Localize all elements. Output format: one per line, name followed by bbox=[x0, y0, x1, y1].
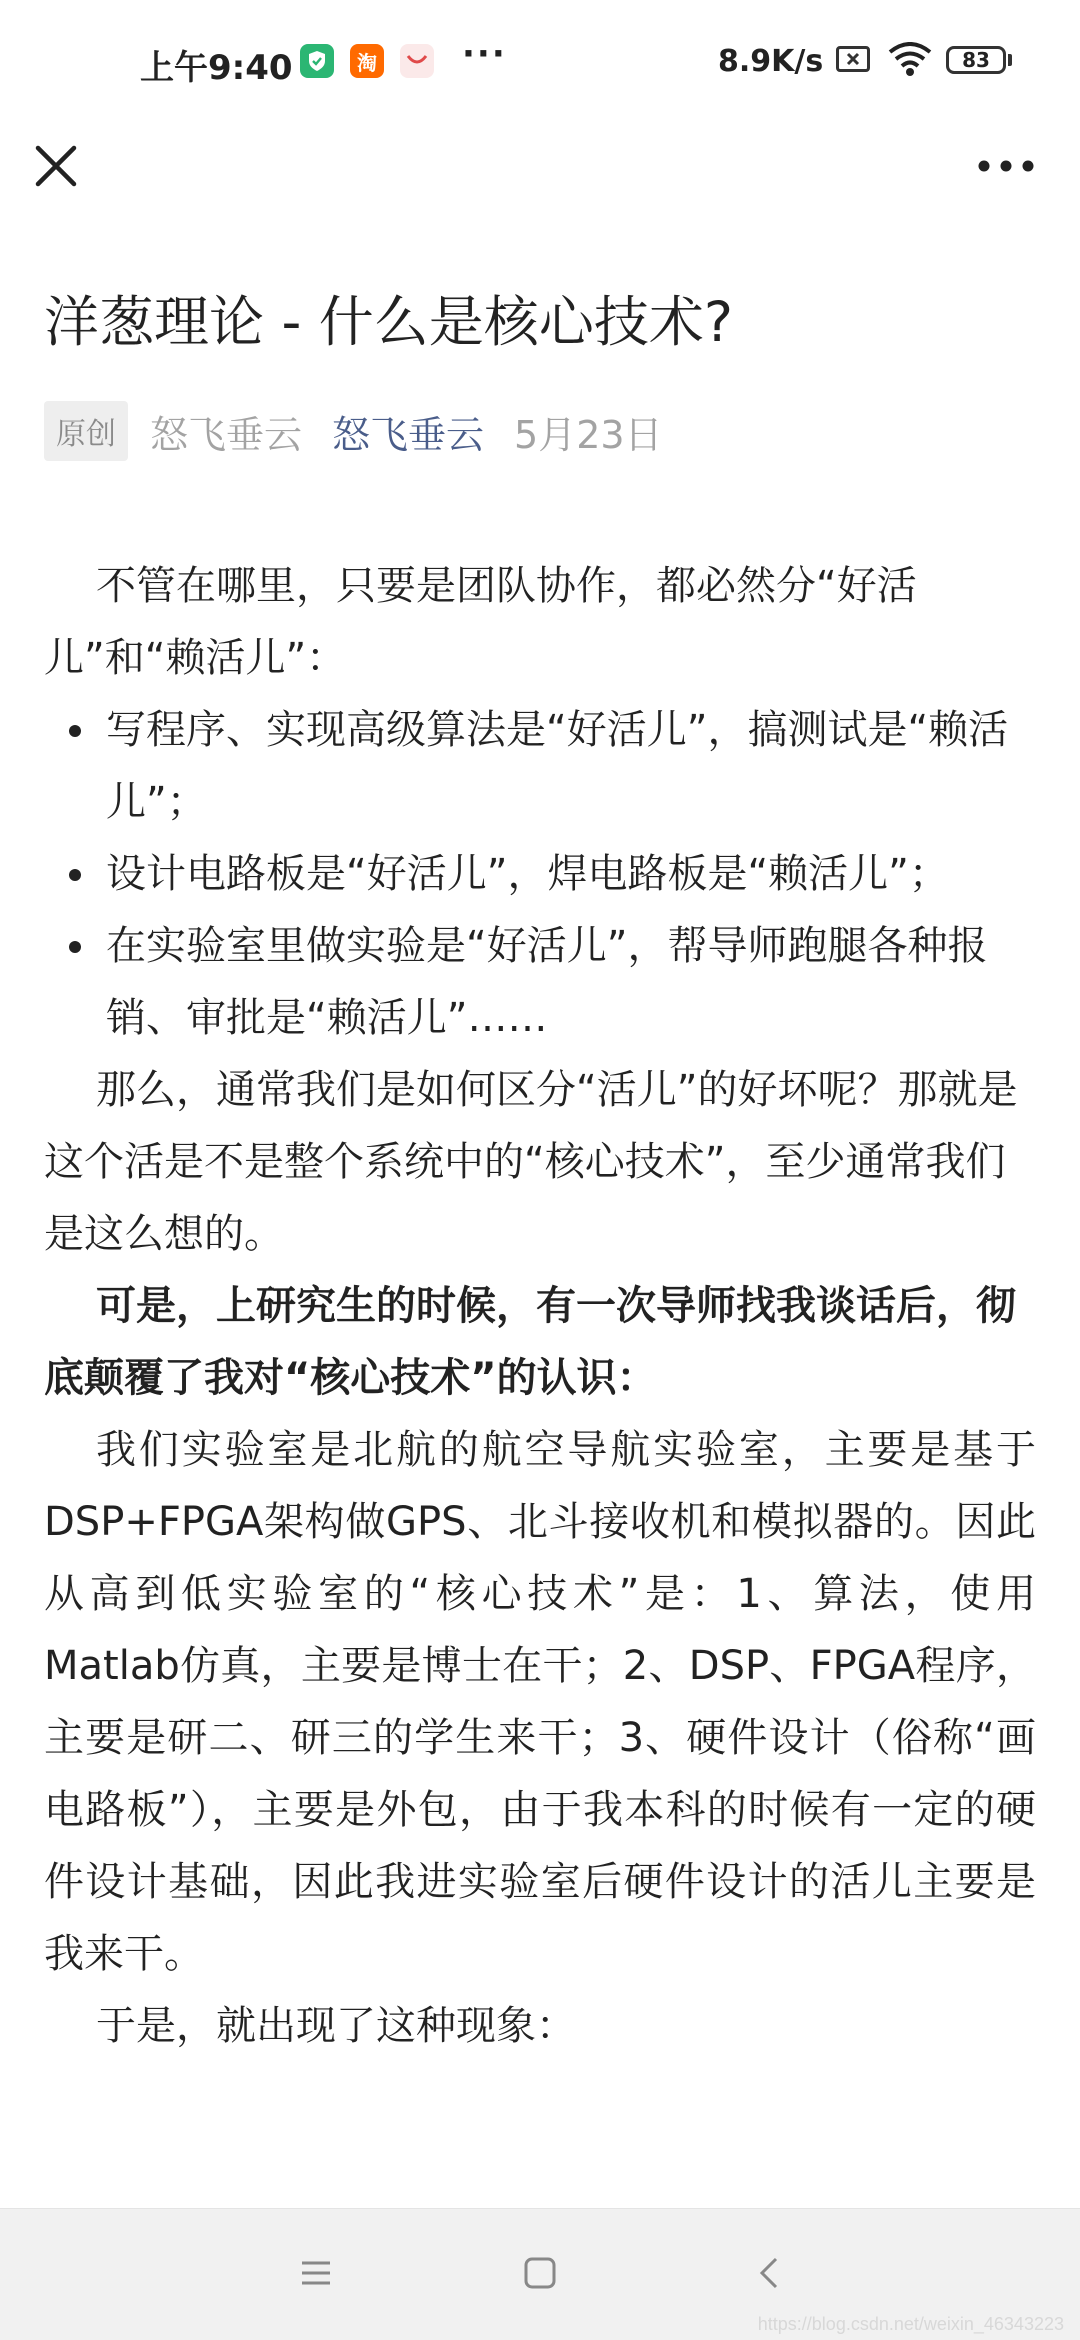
status-time: 上午9:40 bbox=[140, 48, 293, 88]
battery-icon: 83 bbox=[946, 46, 1006, 74]
list-item: • 设计电路板是“好活儿”，焊电路板是“赖活儿”； bbox=[100, 838, 1036, 910]
intro-paragraph: 不管在哪里，只要是团队协作，都必然分“好活儿”和“赖活儿”： bbox=[44, 563, 917, 681]
more-horizontal-icon[interactable] bbox=[972, 148, 1040, 184]
shield-app-icon bbox=[300, 44, 334, 78]
wifi-icon bbox=[888, 42, 932, 80]
article-title: 洋葱理论 - 什么是核心技术? bbox=[44, 290, 734, 354]
network-speed: 8.9K/s bbox=[718, 44, 824, 79]
paragraph-5: 于是，就出现了这种现象： bbox=[96, 2003, 576, 2049]
back-chevron-icon[interactable] bbox=[752, 2255, 788, 2295]
watermark: https://blog.csdn.net/weixin_46343223 bbox=[757, 2314, 1064, 2334]
close-icon[interactable] bbox=[28, 138, 84, 194]
bold-paragraph: 可是，上研究生的时候，有一次导师找我谈话后，彻底颠覆了我对“核心技术”的认识： bbox=[44, 1283, 1016, 1401]
author-name: 怒飞垂云 bbox=[150, 412, 303, 457]
menu-icon[interactable] bbox=[298, 2255, 334, 2295]
home-square-icon[interactable] bbox=[522, 2255, 558, 2295]
original-badge: 原创 bbox=[44, 401, 128, 461]
author-link[interactable]: 怒飞垂云 bbox=[332, 412, 485, 457]
paragraph-2: 那么，通常我们是如何区分“活儿”的好坏呢？那就是这个活是不是整个系统中的“核心技术”，至少通常我们是这么想的。 bbox=[44, 1067, 1018, 1257]
battery-tip bbox=[1008, 54, 1012, 66]
publish-date: 5月23日 bbox=[514, 412, 663, 457]
mail-app-icon bbox=[400, 44, 434, 78]
article-body bbox=[44, 550, 1036, 2062]
article-meta bbox=[44, 400, 663, 462]
bullet-list bbox=[44, 694, 1036, 1054]
no-sim-icon bbox=[836, 46, 870, 72]
list-item: • 写程序、实现高级算法是“好活儿”，搞测试是“赖活儿”； bbox=[100, 694, 1036, 838]
status-bar bbox=[0, 0, 1080, 120]
navigation-bar bbox=[0, 2208, 1080, 2340]
list-item: • 在实验室里做实验是“好活儿”，帮导师跑腿各种报销、审批是“赖活儿”…… bbox=[100, 910, 1036, 1054]
paragraph-4: 我们实验室是北航的航空导航实验室，主要是基于DSP+FPGA架构做GPS、北斗接收机和模拟器的。因此从高到低实验室的“核心技术”是：1、算法，使用Matlab仿真，主要是博士在干；2、DSP、FPGA程序，主要是研二、研三的学生来干；3、硬件设计（俗称“画电路板”），主要是外包，由于我本科的时候有一定的硬件设计基础，因此我进实验室后硬件设计的活儿主要是我来干。 bbox=[44, 1427, 1036, 1977]
status-more-icon: ··· bbox=[462, 34, 507, 74]
taobao-app-icon: 淘 bbox=[350, 44, 384, 78]
